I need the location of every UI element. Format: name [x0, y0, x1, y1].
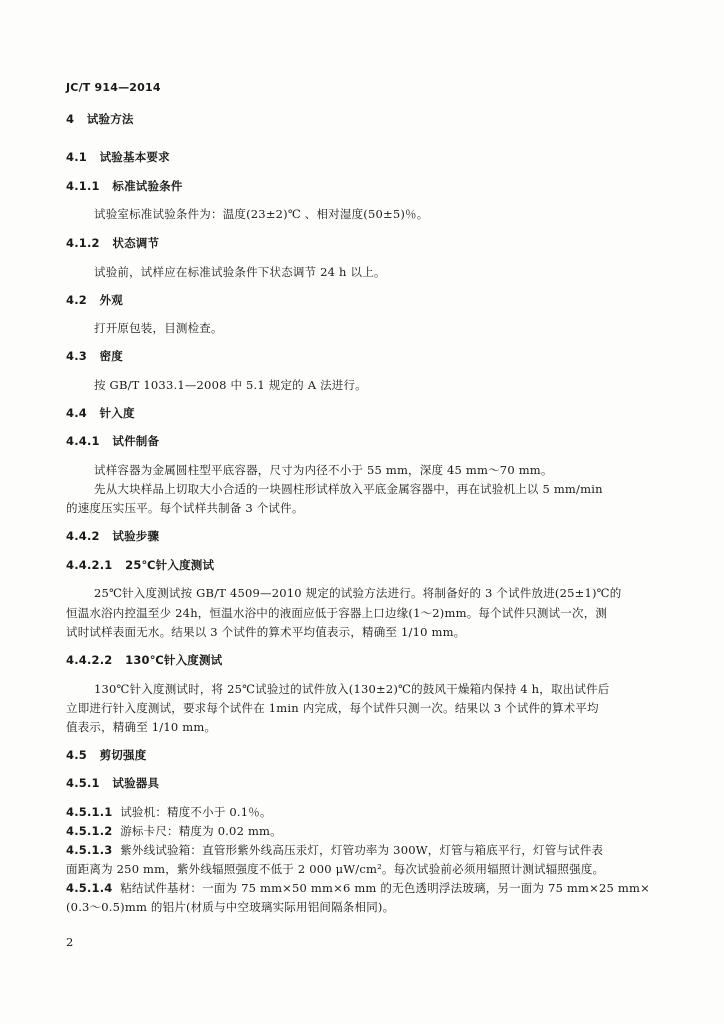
paragraph: 试验室标准试验条件为：温度(23±2)℃ 、相对湿度(50±5)％。 — [94, 207, 429, 221]
clause-4-5-1-3 — [66, 842, 603, 858]
doc-code-header: JC/T 914—2014 — [66, 81, 161, 94]
section-4-5-heading — [66, 747, 146, 763]
clause-number: 4.5.1.4 — [66, 881, 113, 895]
clause-text: 紫外线试验箱：直管形紫外线高压汞灯，灯管功率为 300W，灯管与箱底平行，灯管与试件表 — [120, 843, 604, 857]
section-number: 4.2 — [66, 293, 87, 307]
section-4-4-2-1-heading — [66, 557, 214, 573]
clause-number: 4.5.1.2 — [66, 824, 113, 838]
paragraph: 25℃针入度测试按 GB/T 4509—2010 规定的试验方法进行。将制备好的 3 个试件放进(25±1)℃的 — [94, 586, 622, 600]
paragraph: 恒温水浴内控温至少 24h，恒温水浴中的液面应低于容器上口边缘(1～2)mm。每个试件只测试一次，测 — [66, 606, 608, 620]
section-title: 25℃针入度测试 — [125, 558, 215, 572]
section-number: 4.1 — [66, 150, 87, 164]
section-number: 4.4 — [66, 406, 87, 420]
paragraph: 的速度压实压平。每个试样共制备 3 个试件。 — [66, 501, 304, 515]
section-4-4-2-2-heading — [66, 652, 222, 668]
section-4-4-2-heading — [66, 528, 159, 544]
clause-number: 4.5.1.3 — [66, 843, 113, 857]
section-4-5-1-heading — [66, 775, 159, 791]
clause-text: 游标卡尺：精度为 0.02 mm。 — [120, 824, 282, 838]
clause-4-5-1-4 — [66, 880, 650, 896]
section-title: 外观 — [99, 293, 124, 307]
section-number: 4 — [66, 112, 75, 126]
section-title: 130℃针入度测试 — [125, 653, 223, 667]
section-4-4-1-heading — [66, 433, 159, 449]
section-number: 4.1.2 — [66, 236, 100, 250]
section-number: 4.4.2 — [66, 529, 100, 543]
section-4-heading — [66, 111, 134, 127]
paragraph: 打开原包装，目测检查。 — [94, 321, 223, 335]
paragraph: (0.3～0.5)mm 的铝片(材质与中空玻璃实际用铝间隔条相同)。 — [66, 900, 395, 914]
clause-number: 4.5.1.1 — [66, 805, 113, 819]
clause-text: 粘结试件基材：一面为 75 mm×50 mm×6 mm 的无色透明浮法玻璃，另一面为 75 mm×25 mm× — [120, 881, 650, 895]
section-4-1-heading — [66, 149, 170, 165]
section-number: 4.4.1 — [66, 434, 100, 448]
section-title: 剪切强度 — [99, 748, 147, 762]
section-number: 4.4.2.1 — [66, 558, 113, 572]
section-title: 针入度 — [99, 406, 135, 420]
section-4-4-heading — [66, 405, 135, 421]
section-title: 密度 — [99, 349, 124, 363]
section-4-3-heading — [66, 348, 123, 364]
paragraph: 面距离为 250 mm，紫外线辐照强度不低于 2 000 μW/cm²。每次试验前必须用辐照计测试辐照强度。 — [66, 862, 605, 876]
clause-text: 试验机：精度不小于 0.1％。 — [120, 805, 272, 819]
paragraph: 130℃针入度测试时，将 25℃试验过的试件放入(130±2)℃的鼓风干燥箱内保持 4 h，取出试件后 — [94, 682, 610, 696]
clause-4-5-1-2 — [66, 823, 282, 839]
section-4-1-2-heading — [66, 235, 159, 251]
section-title: 试验步骤 — [112, 529, 160, 543]
section-number: 4.4.2.2 — [66, 653, 113, 667]
page-number: 2 — [66, 935, 74, 949]
section-number: 4.5 — [66, 748, 87, 762]
paragraph: 值表示，精确至 1/10 mm。 — [66, 720, 217, 734]
section-number: 4.3 — [66, 349, 87, 363]
section-title: 试验方法 — [86, 112, 134, 126]
paragraph: 试验前，试样应在标准试验条件下状态调节 24 h 以上。 — [94, 265, 386, 279]
paragraph: 试时试样表面无水。结果以 3 个试件的算术平均值表示，精确至 1/10 mm。 — [66, 625, 466, 639]
clause-4-5-1-1 — [66, 804, 272, 820]
paragraph: 先从大块样品上切取大小合适的一块圆柱形试样放入平底金属容器中，再在试验机上以 5 mm/min — [94, 482, 603, 496]
section-title: 试件制备 — [112, 434, 160, 448]
section-number: 4.1.1 — [66, 179, 100, 193]
section-number: 4.5.1 — [66, 776, 100, 790]
section-title: 试验基本要求 — [99, 150, 170, 164]
paragraph: 立即进行针入度测试，要求每个试件在 1min 内完成，每个试件只测一次。结果以 3 个试件的算术平均 — [66, 701, 599, 715]
section-4-2-heading — [66, 292, 123, 308]
section-title: 标准试验条件 — [112, 179, 183, 193]
section-title: 试验器具 — [112, 776, 160, 790]
paragraph: 试样容器为金属圆柱型平底容器，尺寸为内径不小于 55 mm，深度 45 mm～70 mm。 — [94, 463, 553, 477]
section-4-1-1-heading — [66, 178, 183, 194]
paragraph: 按 GB/T 1033.1—2008 中 5.1 规定的 A 法进行。 — [94, 378, 367, 392]
section-title: 状态调节 — [112, 236, 160, 250]
